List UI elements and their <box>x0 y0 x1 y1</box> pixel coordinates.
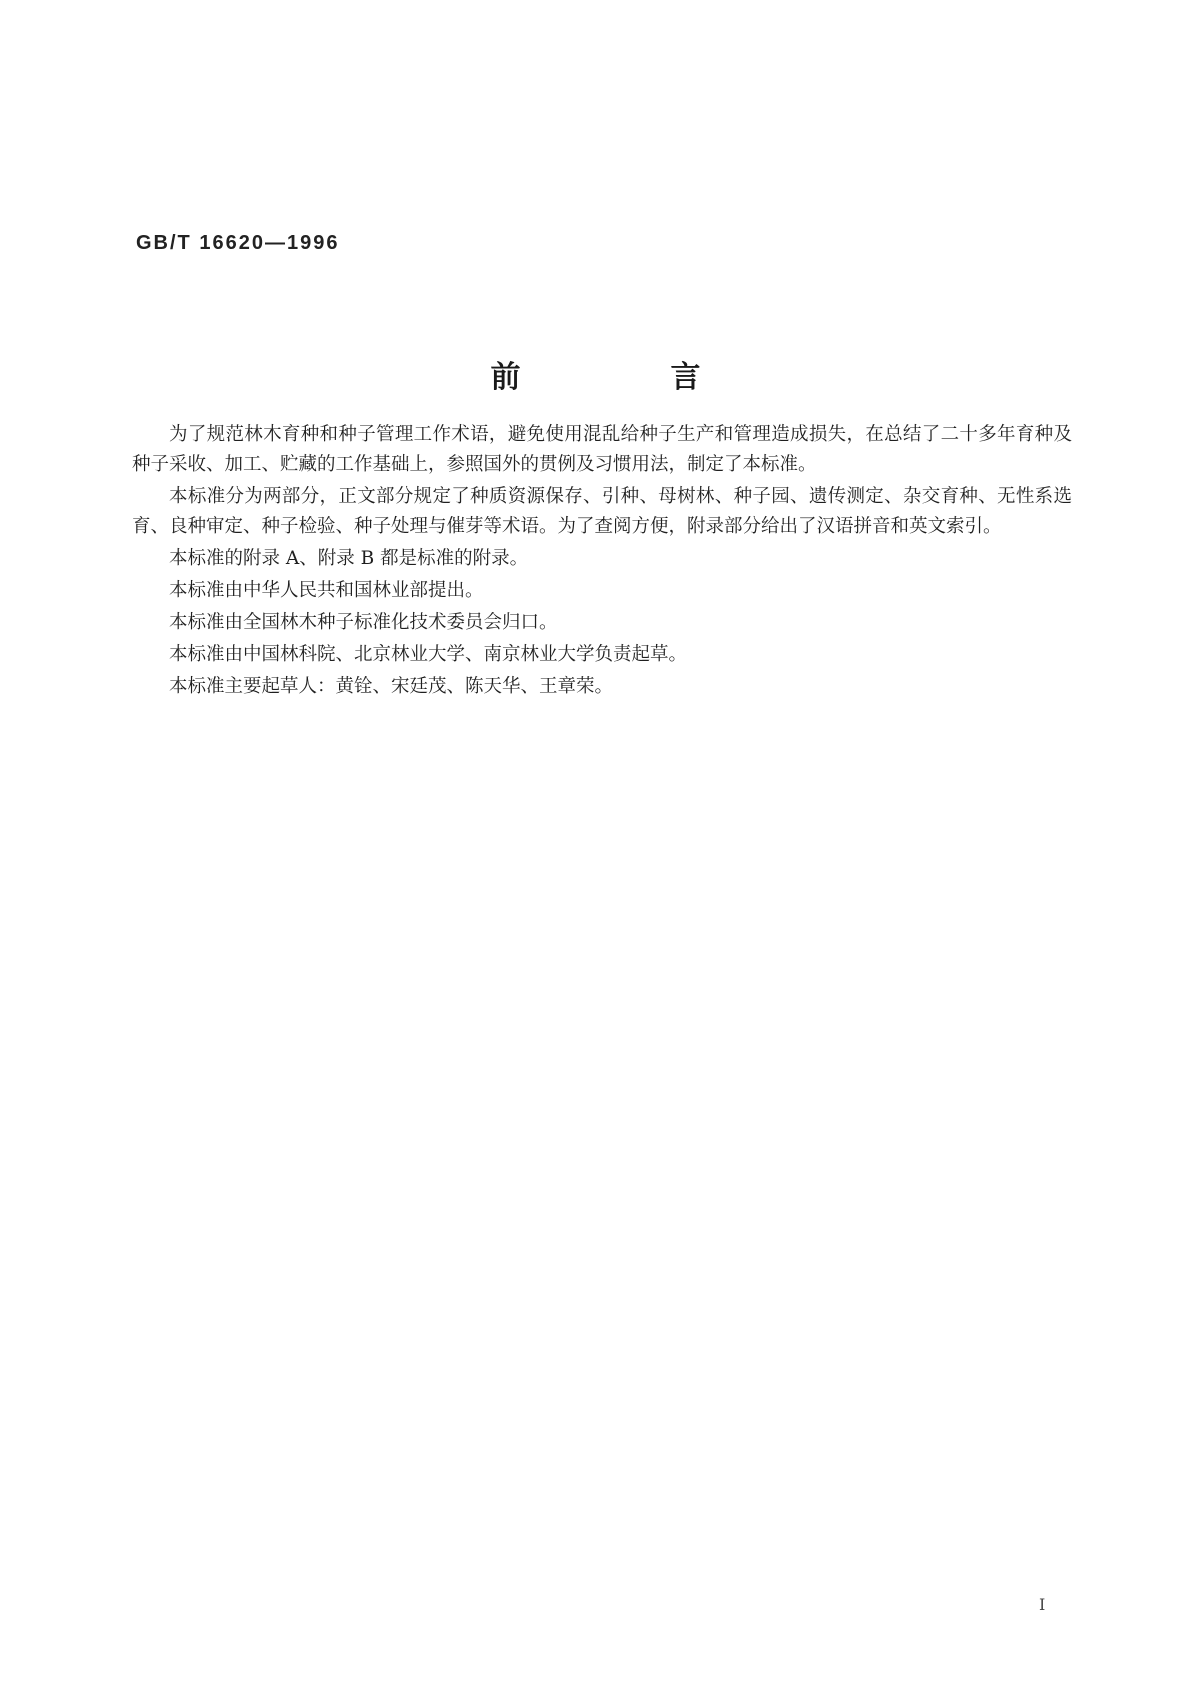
paragraph: 本标准分为两部分，正文部分规定了种质资源保存、引种、母树林、种子园、遗传测定、杂交育种、无性系选育、良种审定、种子检验、种子处理与催芽等术语。为了查阅方便，附录部分给出了汉语拼音和英文索引。 <box>132 486 1072 537</box>
paragraph: 本标准由全国林木种子标准化技术委员会归口。 <box>169 612 558 633</box>
paragraph: 本标准由中国林科院、北京林业大学、南京林业大学负责起草。 <box>169 644 688 665</box>
paragraph: 本标准由中华人民共和国林业部提出。 <box>169 580 484 601</box>
page-title: 前 言 <box>490 360 761 395</box>
paragraph: 本标准主要起草人：黄铨、宋廷茂、陈天华、王章荣。 <box>169 676 614 697</box>
foreword-body <box>132 420 1072 704</box>
page-number: I <box>1039 1595 1046 1614</box>
standard-code: GB/T 16620—1996 <box>136 232 340 254</box>
paragraph: 本标准的附录 A、附录 B 都是标准的附录。 <box>169 548 529 569</box>
paragraph: 为了规范林木育种和种子管理工作术语，避免使用混乱给种子生产和管理造成损失，在总结了二十多年育种及种子采收、加工、贮藏的工作基础上，参照国外的贯例及习惯用法，制定了本标准。 <box>132 424 1072 475</box>
